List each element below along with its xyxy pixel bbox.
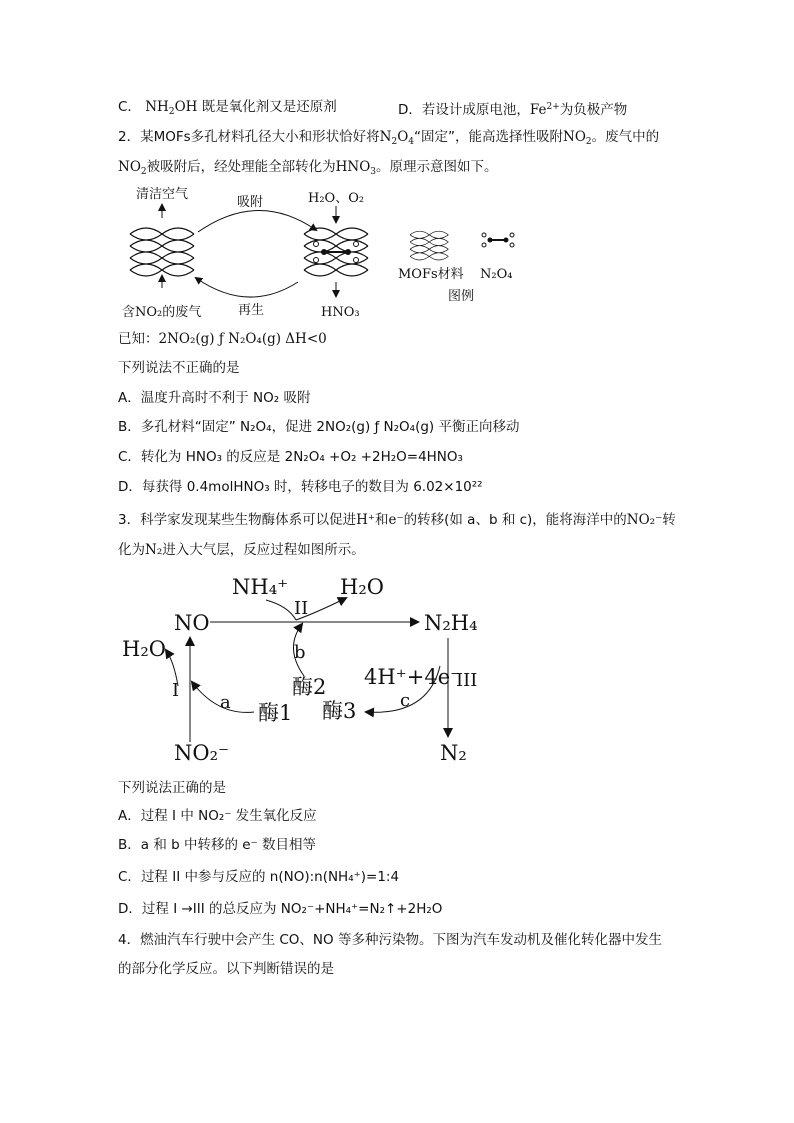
mof-empty-icon: [130, 228, 194, 276]
h2o-o2-label: H₂O、O₂: [308, 191, 365, 206]
hno3-label: HNO₃: [321, 305, 360, 320]
legend-title: 图例: [448, 289, 475, 304]
option-c-text: 既是氧化剂又是还原剂: [201, 99, 337, 115]
nh4-label: NH₄⁺: [232, 575, 289, 599]
q2-adsorption-diagram: [118, 182, 518, 324]
q3-stem-line1: 3．科学家发现某些生物酶体系可以促进H⁺和e⁻的转移(如 a、b 和 c)，能将海洋中的NO₂⁻转: [118, 512, 676, 528]
q3-option-d: D．过程 I →III 的总反应为 NO₂⁻+NH₄⁺=N₂↑+2H₂O: [118, 901, 443, 917]
process-iii-label: III: [456, 670, 478, 691]
adsorb-label: 吸附: [237, 195, 264, 210]
legend-n2o4-icon: [482, 233, 514, 247]
regen-label: 再生: [238, 303, 265, 318]
q3-option-a: A．过程 I 中 NO₂⁻ 发生氧化反应: [118, 808, 317, 824]
q3-enzyme-diagram: [118, 566, 498, 772]
enzyme1-label: 酶1: [258, 701, 293, 725]
clean-air-label: 清洁空气: [136, 187, 189, 202]
option-d: D．若设计成原电池，$Fe^{2+}$为负极产物: [398, 102, 628, 118]
q2-known: 已知：2NO₂(g) ƒ N₂O₄(g) ΔH<0: [118, 331, 327, 347]
waste-gas-label: 含NO₂的废气: [122, 305, 202, 320]
option-c-label: C．: [118, 99, 141, 115]
h-e-label: 4H⁺+4e⁻: [364, 665, 462, 689]
c-label: c: [400, 690, 411, 711]
q3-option-c: C．过程 II 中参与反应的 n(NO):n(NH₄⁺)=1:4: [118, 869, 400, 885]
legend-mof-icon: [410, 231, 448, 260]
no-label: NO: [174, 611, 210, 635]
option-row-cd: [118, 97, 337, 122]
process-i-label: I: [172, 680, 180, 701]
q2-stem-line2: $NO_2$被吸附后，经处理能全部转化为$HNO_3$。原理示意图如下。: [118, 159, 498, 177]
q4-stem-line1: 4．燃油汽车行驶中会产生 CO、NO 等多种污染物。下图为汽车发动机及催化转化器中发生: [118, 932, 662, 948]
q2-stem-line1: 2．某MOFs多孔材料孔径大小和形状恰好将$N_2O_4“$固定”，能高选择性吸附$NO_2$。废气中的: [118, 129, 660, 147]
process-ii-label: II: [294, 598, 309, 619]
legend-mof-label: MOFs材料: [398, 267, 464, 282]
q3-stem-line2: 化为N₂进入大气层，反应过程如图所示。: [118, 542, 365, 558]
legend-n2o4-label: N₂O₄: [480, 267, 513, 282]
q2-question: 下列说法不正确的是: [118, 360, 240, 376]
q2-option-c: C．转化为 HNO₃ 的反应是 2N₂O₄ +O₂ +2H₂O=4HNO₃: [118, 449, 463, 465]
n2h4-label: N₂H₄: [424, 611, 478, 635]
n2-label: N₂: [440, 741, 467, 765]
q3-option-b: B．a 和 b 中转移的 e⁻ 数目相等: [118, 837, 316, 853]
q3-question: 下列说法正确的是: [118, 780, 226, 796]
h2o-left-label: H₂O: [122, 637, 166, 661]
arrow-from-nh4: [266, 600, 296, 620]
q2-option-b: B．多孔材料“固定” N₂O₄，促进 2NO₂(g) ƒ N₂O₄(g) 平衡正向移动: [118, 419, 520, 435]
b-label: b: [294, 642, 306, 663]
regen-arrow: [196, 278, 298, 297]
option-c-formula: $NH_2OH$: [145, 99, 198, 117]
h2o-top-label: H₂O: [340, 575, 384, 599]
a-label: a: [220, 692, 231, 713]
q2-option-d: D．每获得 0.4molHNO₃ 时，转移电子的数目为 6.02×10²²: [118, 479, 483, 495]
adsorb-arrow: [198, 210, 316, 232]
enzyme3-label: 酶3: [322, 699, 357, 723]
q4-stem-line2: 的部分化学反应。以下判断错误的是: [118, 961, 334, 977]
q2-option-a: A．温度升高时不利于 NO₂ 吸附: [118, 390, 311, 406]
enzyme2-label: 酶2: [292, 675, 327, 699]
no2-label: NO₂⁻: [174, 741, 230, 765]
